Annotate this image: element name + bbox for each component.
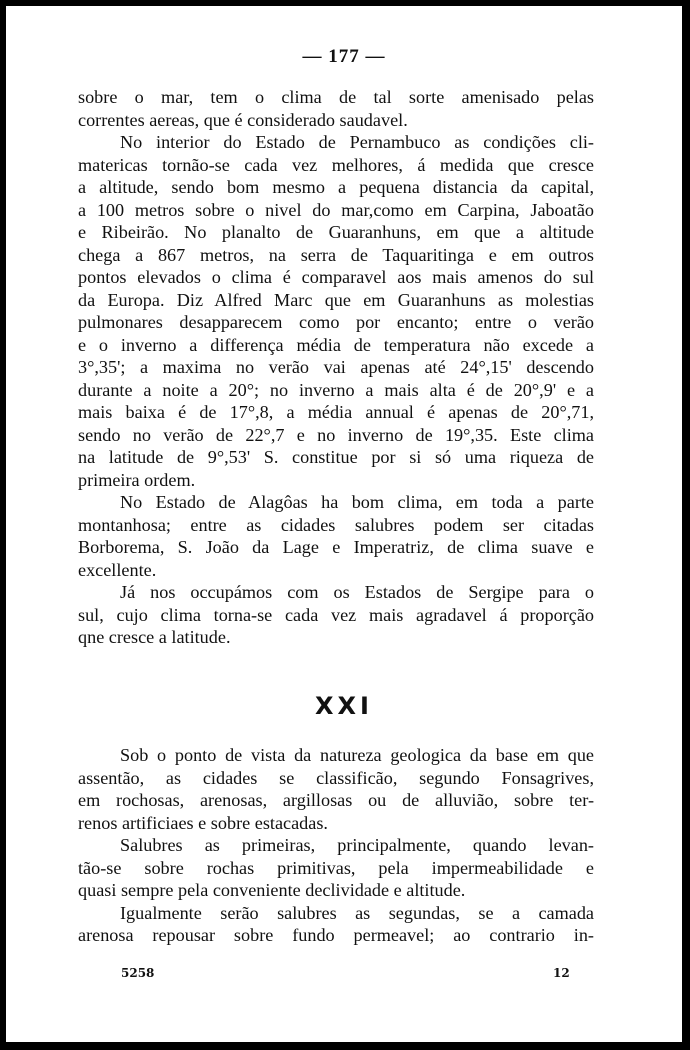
text-line: tão-se sobre rochas primitivas, pela impermeabilidade e <box>78 857 594 878</box>
text-line: sobre o mar, tem o clima de tal sorte amenisado pelas <box>78 87 594 107</box>
page-number: — 177 — <box>302 46 386 67</box>
text-block-climate <box>78 86 594 649</box>
text-line: No interior do Estado de Pernambuco as condições cli- <box>120 132 594 152</box>
text-line: montanhosa; entre as cidades salubres podem ser citadas <box>78 514 594 535</box>
text-line: Igualmente serão salubres as segundas, se a camada <box>120 902 594 923</box>
text-line: mais baixa é de 17°,8, a média annual é apenas de 20°,71, <box>78 402 594 422</box>
text-line: matericas tornão-se cada vez melhores, á medida que cresce <box>78 154 594 175</box>
printer-signature: 5258 <box>121 966 155 980</box>
text-line: primeira ordem. <box>78 469 196 490</box>
text-line: arenosa repousar sobre fundo permeavel; ao contrario in- <box>78 925 594 945</box>
text-block-geology <box>78 744 594 947</box>
text-line: pontos elevados o clima é comparavel aos mais amenos do sul <box>78 267 594 287</box>
text-line: durante a noite a 20°; no inverno a mais alta é de 20°,9' e a <box>78 379 594 400</box>
text-line: na latitude de 9°,53' S. constitue por si só uma riqueza de <box>78 447 594 467</box>
text-line: e o inverno a differença média de temperatura não excede a <box>78 334 594 355</box>
chapter-heading: XXI <box>315 692 373 720</box>
text-line: Sob o ponto de vista da natureza geologica da base em que <box>120 745 594 765</box>
text-line: pulmonares desapparecem como por encanto; entre o verão <box>78 312 594 332</box>
text-line: da Europa. Diz Alfred Marc que em Guaranhuns as molestias <box>78 289 594 310</box>
text-line: quasi sempre pela conveniente declividade e altitude. <box>78 880 466 900</box>
text-line: excellente. <box>78 559 157 580</box>
text-line: qne cresce a latitude. <box>78 627 231 647</box>
text-line: sendo no verão de 22°,7 e no inverno de 19°,35. Este clima <box>78 424 594 445</box>
text-line: Salubres as primeiras, principalmente, quando levan- <box>120 835 594 855</box>
text-line: Borborema, S. João da Lage e Imperatriz, de clima suave e <box>78 537 594 557</box>
document-page <box>6 6 682 1042</box>
text-line: Já nos occupámos com os Estados de Sergipe para o <box>120 582 594 602</box>
text-line: correntes aereas, que é considerado saudavel. <box>78 109 408 130</box>
text-line: e Ribeirão. No planalto de Guaranhuns, em que a altitude <box>78 222 594 242</box>
text-line: assentão, as cidades se classificão, segundo Fonsagrives, <box>78 767 594 788</box>
text-line: sul, cujo clima torna-se cada vez mais agradavel á proporção <box>78 604 594 625</box>
text-line: 3°,35'; a maxima no verão vai apenas até 24°,15' descendo <box>78 357 594 377</box>
text-line: chega a 867 metros, na serra de Taquaritinga e em outros <box>78 244 594 265</box>
text-line: em rochosas, arenosas, argillosas ou de alluvião, sobre ter- <box>78 790 594 810</box>
text-line: a altitude, sendo bom mesmo a pequena distancia da capital, <box>78 177 594 197</box>
text-line: renos artificiaes e sobre estacadas. <box>78 812 328 833</box>
text-line: a 100 metros sobre o nivel do mar,como em Carpina, Jaboatão <box>78 199 594 220</box>
sheet-number: 12 <box>553 966 570 980</box>
text-line: No Estado de Alagôas ha bom clima, em toda a parte <box>120 492 594 512</box>
